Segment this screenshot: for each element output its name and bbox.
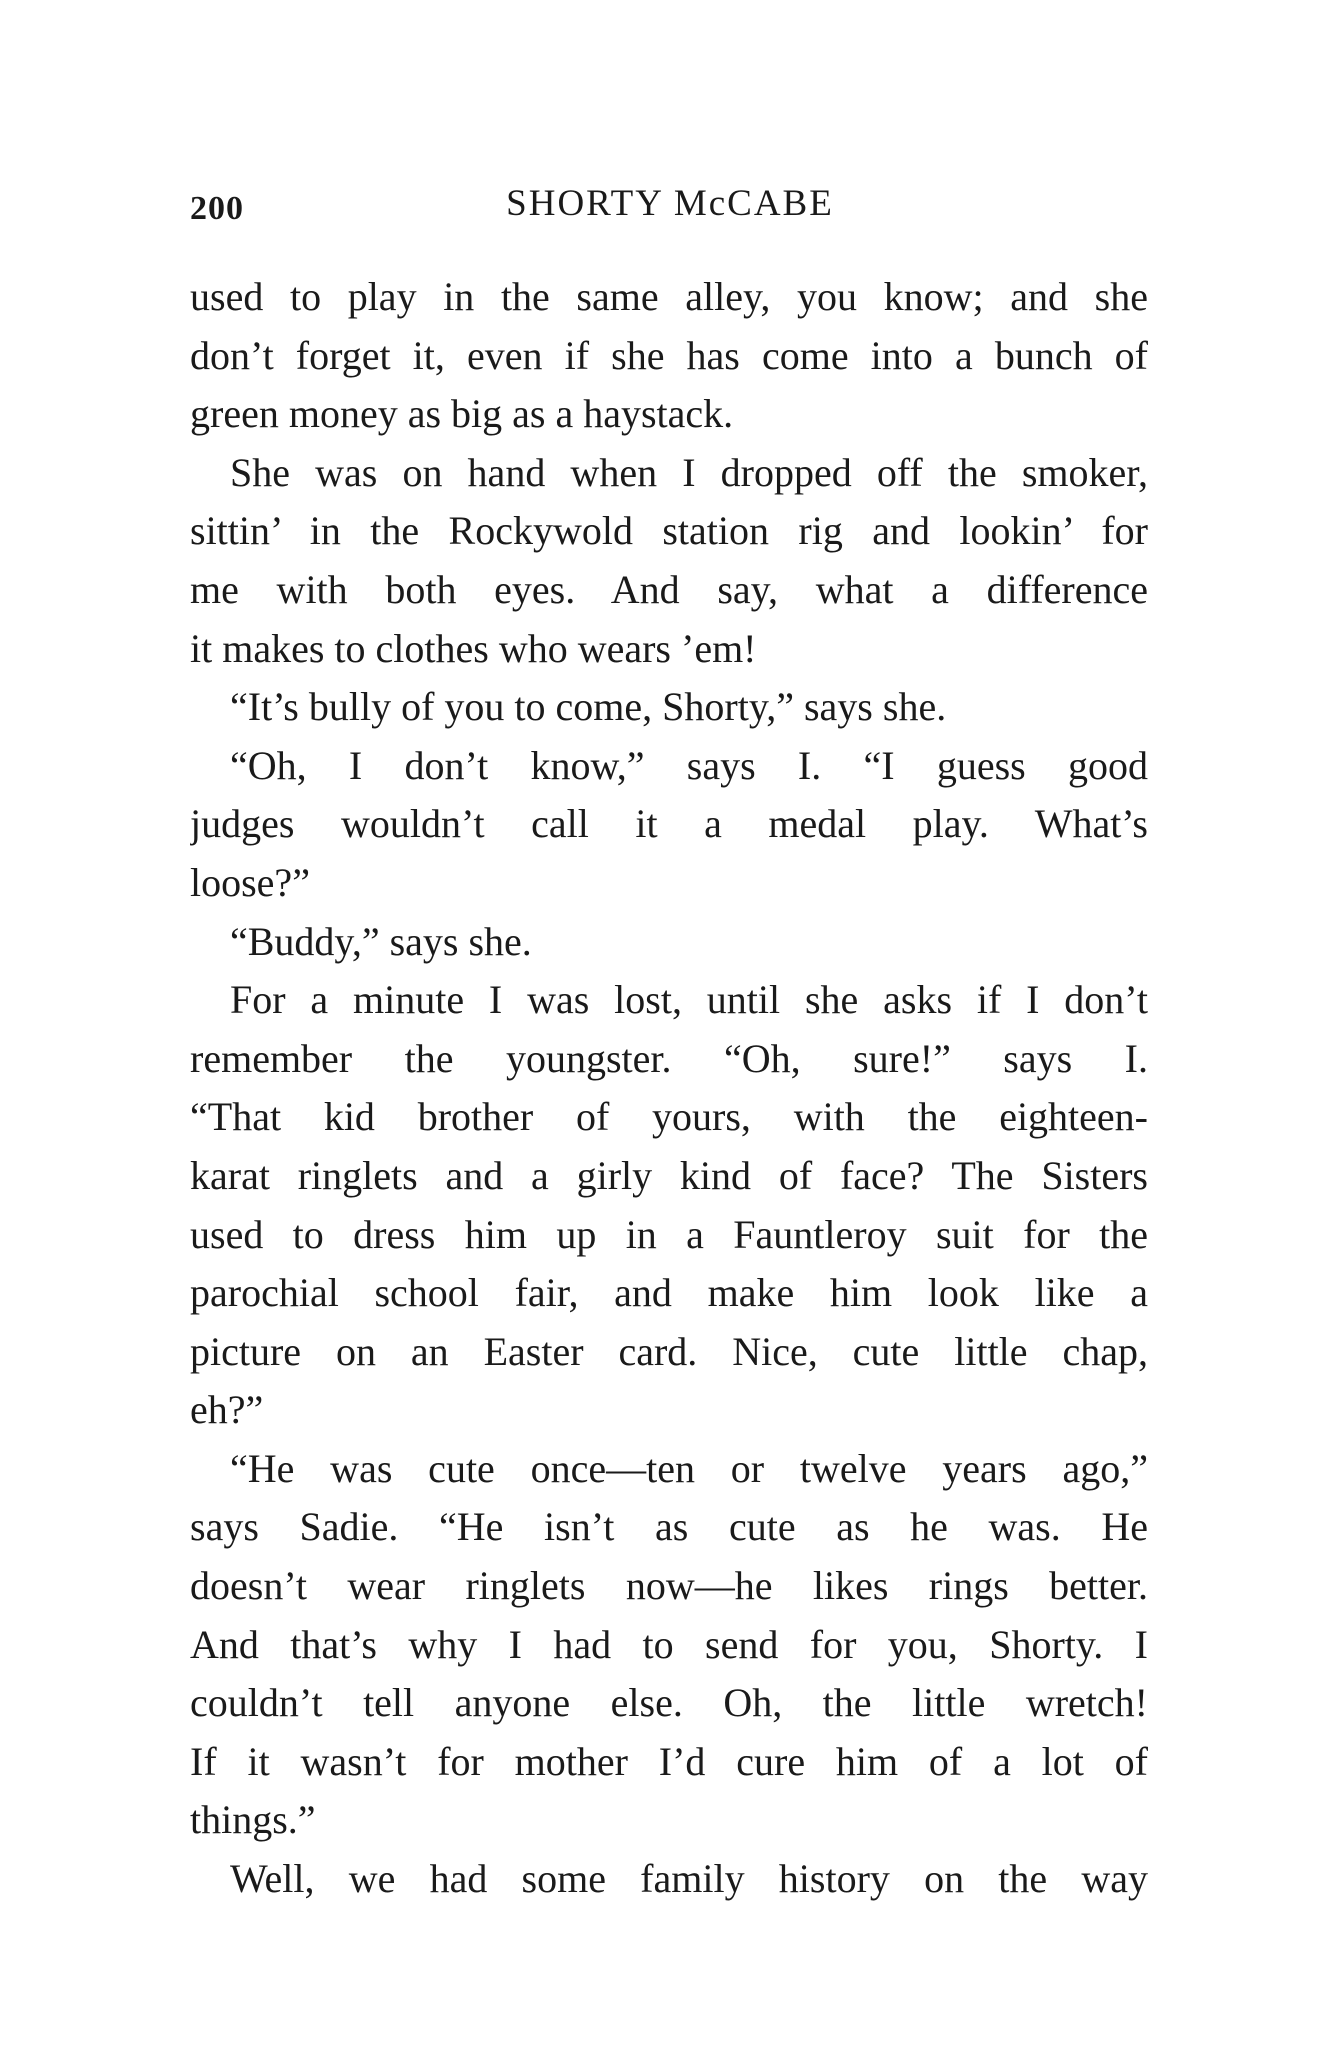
text-line: things.” (190, 1797, 316, 1843)
text-line: And that’s why I had to send for you, Shorty. I (190, 1621, 1148, 1667)
page-number: 200 (190, 190, 244, 227)
text-line: “He was cute once—ten or twelve years ago,” (230, 1445, 1148, 1491)
text-line: “That kid brother of yours, with the eighteen- (190, 1094, 1148, 1140)
text-line: couldn’t tell anyone else. Oh, the little wretch! (190, 1680, 1148, 1726)
text-line: judges wouldn’t call it a medal play. What’s (190, 801, 1148, 847)
text-line: picture on an Easter card. Nice, cute little chap, (190, 1328, 1148, 1374)
text-line: parochial school fair, and make him look like a (190, 1270, 1148, 1316)
text-line: If it wasn’t for mother I’d cure him of a lot of (190, 1738, 1148, 1784)
text-line: For a minute I was lost, until she asks if I don’t (230, 977, 1148, 1023)
text-line: Well, we had some family history on the way (230, 1856, 1148, 1902)
text-line: “Buddy,” says she. (230, 918, 532, 964)
text-line: sittin’ in the Rockywold station rig and lookin’ for (190, 508, 1148, 554)
text-line: don’t forget it, even if she has come into a bunch of (190, 332, 1148, 378)
text-line: used to play in the same alley, you know; and she (190, 274, 1148, 319)
text-line: green money as big as a haystack. (190, 391, 734, 437)
body-text (190, 268, 1148, 1909)
text-line: it makes to clothes who wears ’em! (190, 625, 757, 671)
text-line: She was on hand when I dropped off the smoker, (230, 449, 1148, 495)
text-line: doesn’t wear ringlets now—he likes rings better. (190, 1563, 1148, 1609)
running-head (190, 182, 1150, 232)
text-line: “Oh, I don’t know,” says I. “I guess good (230, 742, 1148, 788)
text-line: says Sadie. “He isn’t as cute as he was. He (190, 1504, 1148, 1550)
text-line: “It’s bully of you to come, Shorty,” says she. (230, 684, 947, 730)
text-line: used to dress him up in a Fauntleroy suit for the (190, 1211, 1148, 1257)
text-line: loose?” (190, 859, 310, 905)
text-line: me with both eyes. And say, what a difference (190, 566, 1148, 612)
running-title: SHORTY McCABE (506, 183, 834, 224)
text-line: karat ringlets and a girly kind of face? The Sisters (190, 1152, 1148, 1198)
text-line: eh?” (190, 1387, 264, 1433)
text-line: remember the youngster. “Oh, sure!” says I. (190, 1035, 1148, 1081)
